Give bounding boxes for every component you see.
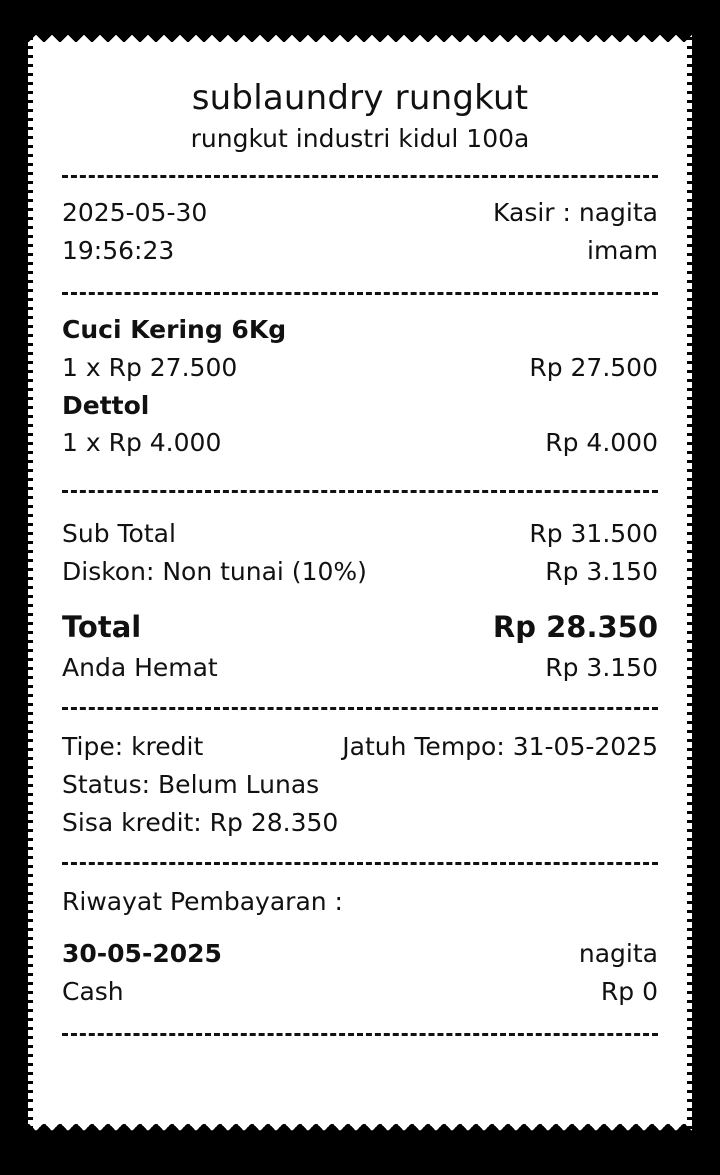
meta-row-date bbox=[62, 194, 658, 232]
divider-3 bbox=[62, 490, 658, 493]
history-method: Cash bbox=[62, 976, 124, 1006]
discount-value: Rp 3.150 bbox=[545, 557, 658, 586]
receipt-paper bbox=[28, 28, 692, 1138]
credit-remaining-label: Sisa kredit: Rp 28.350 bbox=[62, 808, 339, 838]
transaction-date: 2025-05-30 bbox=[62, 198, 208, 227]
discount-row bbox=[62, 553, 658, 591]
cashier-name: Kasir : nagita bbox=[493, 198, 658, 227]
savings-row bbox=[62, 649, 658, 687]
item-qty-price: 1 x Rp 4.000 bbox=[62, 428, 222, 457]
paper-deckle-edge-left bbox=[28, 28, 33, 1138]
paper-torn-edge-bottom bbox=[28, 1124, 692, 1138]
meta-row-time bbox=[62, 232, 658, 270]
payment-history-title: Riwayat Pembayaran : bbox=[62, 887, 343, 917]
total-label: Total bbox=[62, 610, 142, 644]
subtotal-value: Rp 31.500 bbox=[529, 519, 658, 548]
item-name: Cuci Kering 6Kg bbox=[62, 315, 287, 344]
item-qty-price: 1 x Rp 27.500 bbox=[62, 352, 238, 382]
item-amount: Rp 4.000 bbox=[545, 428, 658, 457]
history-operator: nagita bbox=[578, 938, 658, 968]
cashier-second-name: imam bbox=[587, 236, 658, 265]
spacer bbox=[62, 591, 658, 605]
paper-torn-edge-top bbox=[28, 28, 692, 42]
spacer bbox=[62, 921, 658, 935]
discount-label: Diskon: Non tunai (10%) bbox=[62, 557, 367, 586]
history-amount: Rp 0 bbox=[600, 976, 658, 1006]
subtotal-row bbox=[62, 515, 658, 553]
savings-value: Rp 3.150 bbox=[545, 653, 658, 683]
item-name: Dettol bbox=[62, 390, 150, 420]
total-row bbox=[62, 605, 658, 649]
total-value: Rp 28.350 bbox=[492, 610, 658, 644]
store-address: rungkut industri kidul 100a bbox=[190, 124, 530, 153]
item-row bbox=[62, 387, 658, 463]
store-name: sublaundry rungkut bbox=[191, 78, 529, 118]
divider-2 bbox=[62, 292, 658, 295]
payment-history-entry bbox=[62, 935, 658, 1011]
divider-6 bbox=[62, 1033, 658, 1036]
paper-deckle-edge-right bbox=[687, 28, 692, 1138]
credit-due-label: Jatuh Tempo: 31-05-2025 bbox=[342, 732, 658, 762]
credit-type-row bbox=[62, 728, 658, 766]
savings-label: Anda Hemat bbox=[62, 653, 218, 683]
item-amount-row bbox=[62, 349, 658, 387]
divider-5 bbox=[62, 862, 658, 865]
credit-type-label: Tipe: kredit bbox=[62, 732, 204, 762]
item-amount: Rp 27.500 bbox=[529, 352, 658, 382]
history-date-row bbox=[62, 935, 658, 973]
item-row bbox=[62, 311, 658, 387]
credit-status-label: Status: Belum Lunas bbox=[62, 770, 320, 800]
transaction-time: 19:56:23 bbox=[62, 236, 175, 265]
history-date: 30-05-2025 bbox=[62, 938, 222, 968]
subtotal-label: Sub Total bbox=[62, 519, 176, 548]
item-amount-row bbox=[62, 424, 658, 462]
divider-4 bbox=[62, 707, 658, 710]
divider-1 bbox=[62, 175, 658, 178]
history-method-row bbox=[62, 973, 658, 1011]
